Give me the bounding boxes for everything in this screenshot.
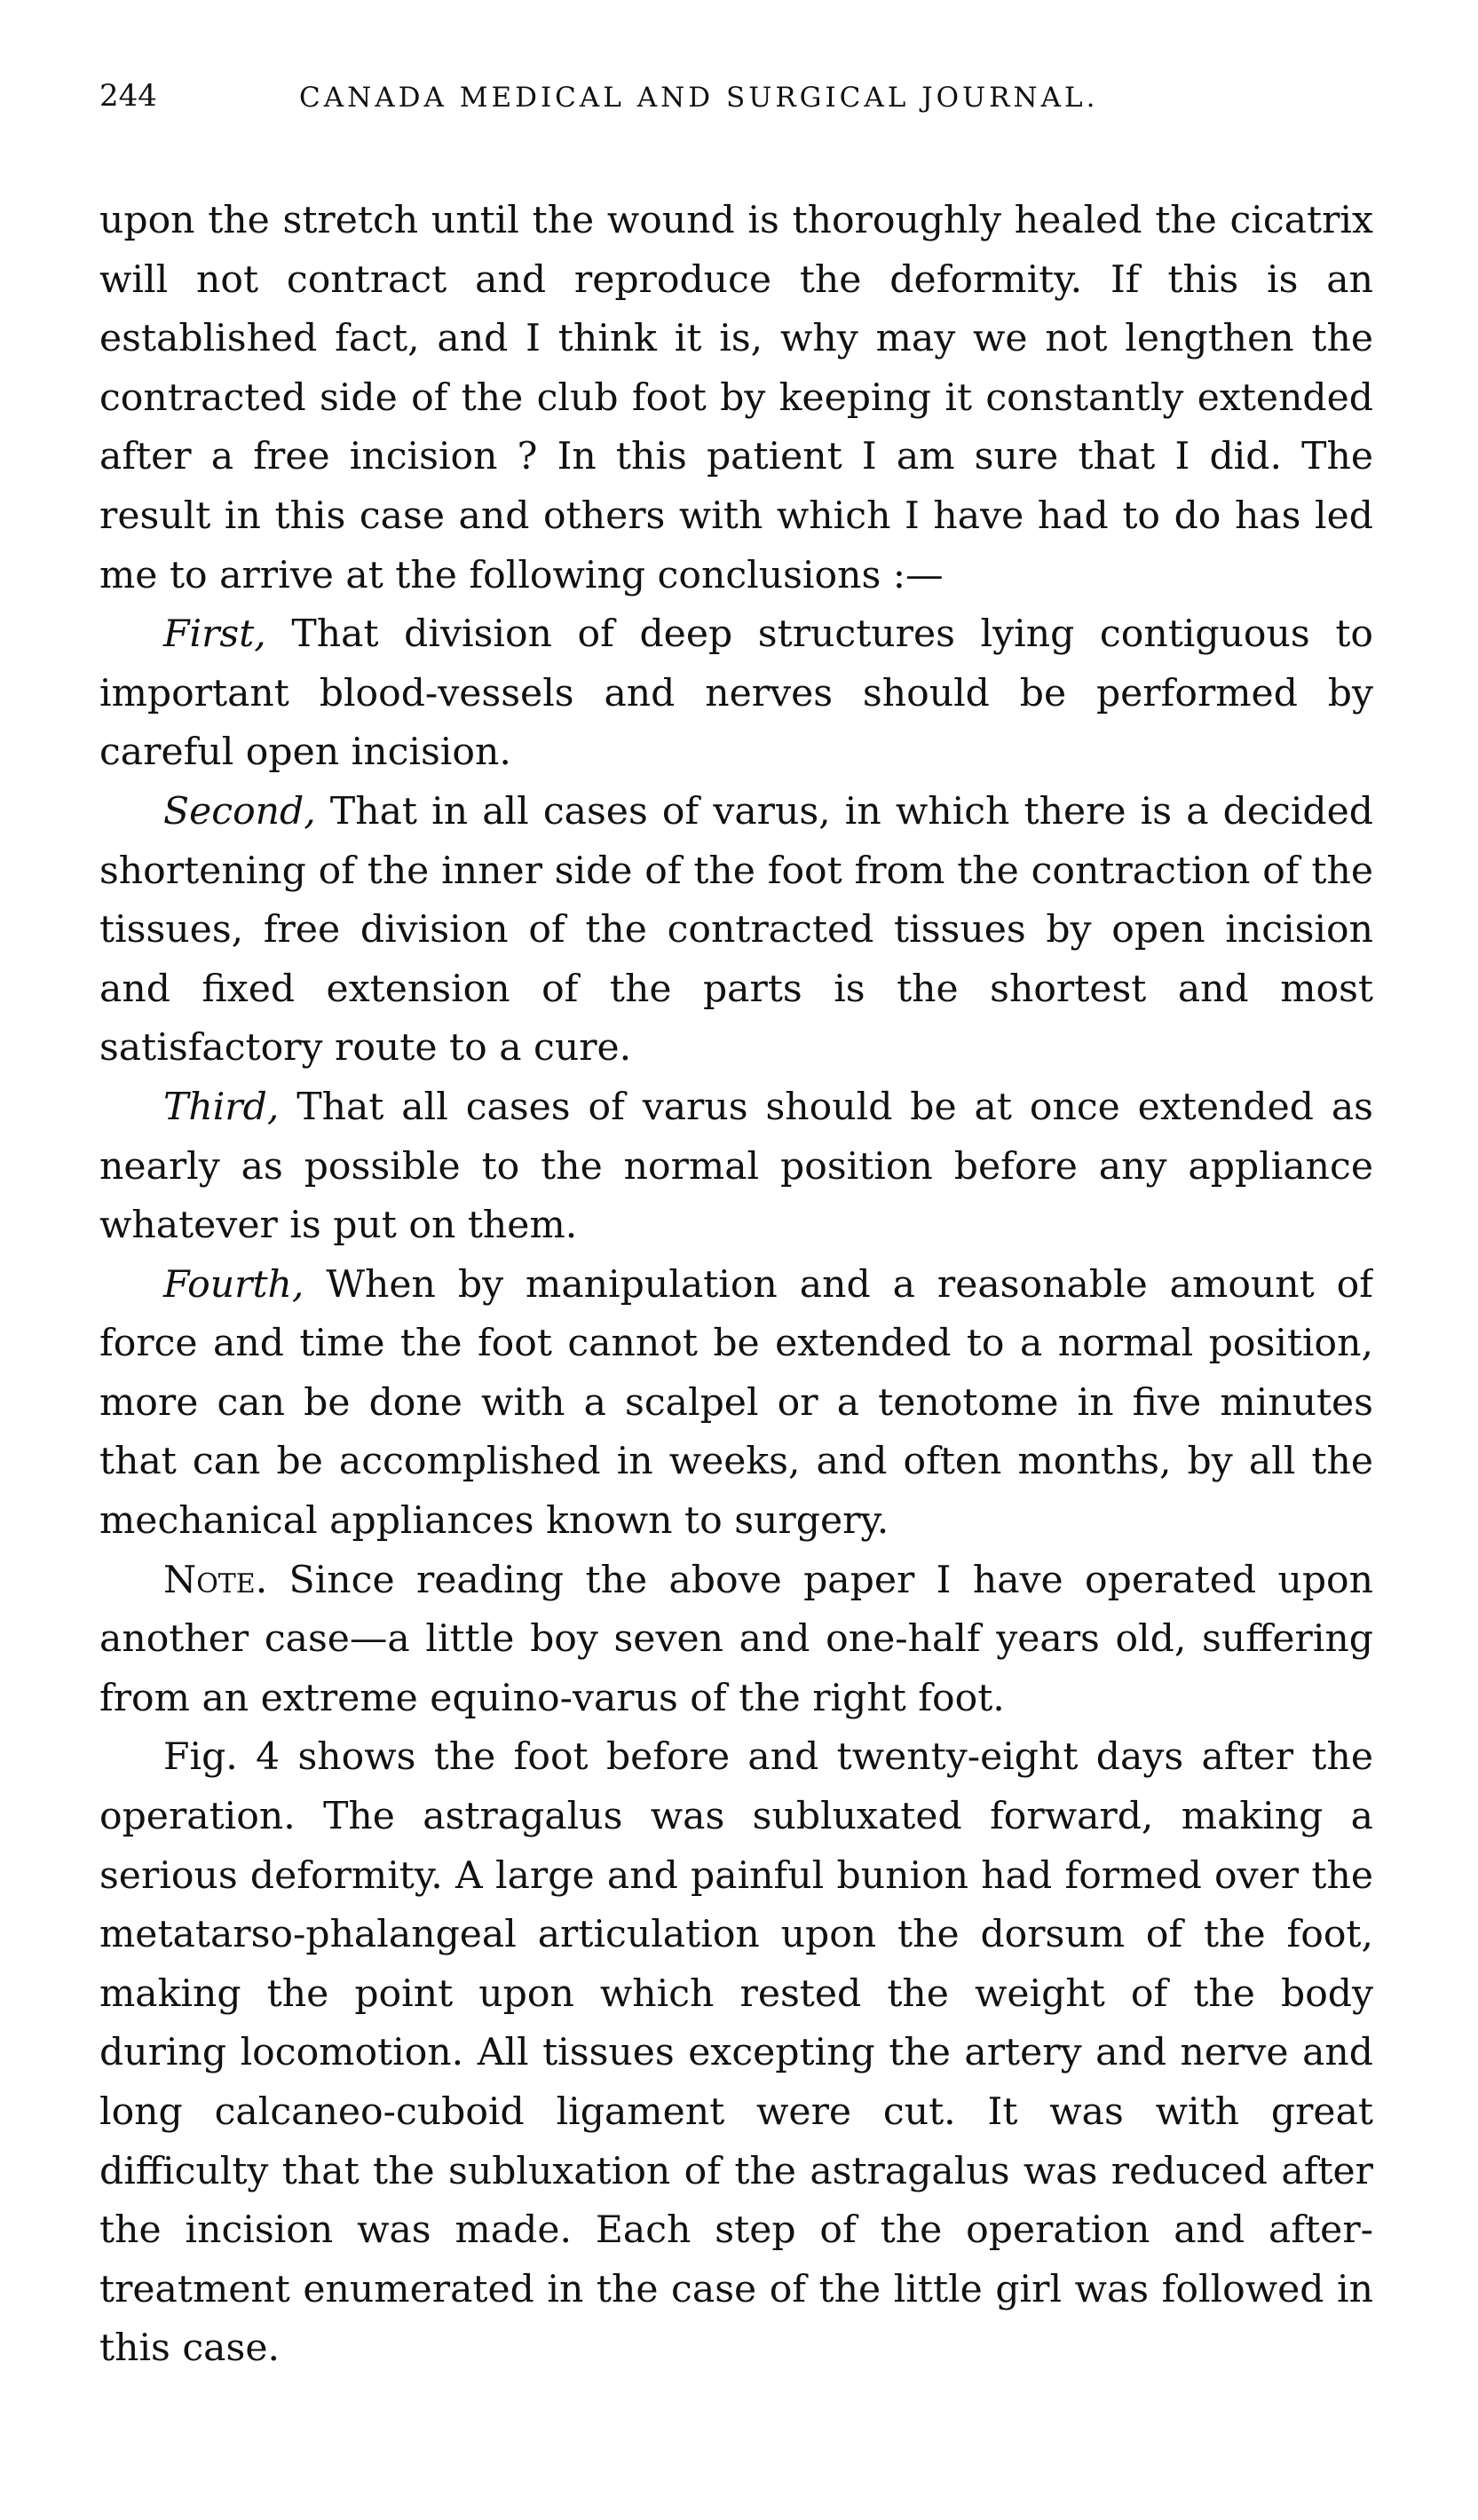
conclusion-third bbox=[99, 1078, 1373, 1256]
conclusion-second bbox=[99, 783, 1373, 1078]
conclusion-label: Fourth, bbox=[163, 1262, 304, 1307]
paragraph-text: That all cases of varus should be at once extended as nearly as possible to the normal position before any appliance whatever is put on them. bbox=[99, 1085, 1373, 1248]
paragraph-text: Since reading the above paper I have operated upon another case—a little boy seven and one-half years old, suffering from an extreme equino-varus of the right foot. bbox=[99, 1558, 1373, 1720]
note-label: Note. bbox=[163, 1558, 268, 1602]
conclusion-first bbox=[99, 605, 1373, 783]
paragraph-text: upon the stretch until the wound is thoroughly healed the cicatrix will not contract and reproduce the deformity. If this is an established fact, and I think it is, why may we not lengthen the contracted side of the club foot by keeping it constantly extended after a free incision ? In this patient I am sure that I did. The result in this case and others with which I have had to do has led me to arrive at the following conclusions :— bbox=[99, 199, 1373, 597]
paragraph-text: Fig. 4 shows the foot before and twenty-eight days after the operation. The astragalus was subluxated forward, making a serious deformity. A large and painful bunion had formed over the metatarso-phalangeal articulation upon the dorsum of the foot, making the point upon which rested the weight of the body during locomotion. All tissues excepting the artery and nerve and long calcaneo-cuboid ligament were cut. It was with great difficulty that the subluxation of the astragalus was reduced after the incision was made. Each step of the operation and after-treatment enumerated in the case of the little girl was followed in this case. bbox=[99, 1735, 1373, 2371]
page-number: 244 bbox=[99, 78, 157, 114]
article-body bbox=[99, 192, 1373, 2379]
journal-page bbox=[99, 78, 1373, 2475]
figure-description-paragraph bbox=[99, 1728, 1373, 2379]
running-head bbox=[99, 78, 1373, 140]
conclusion-fourth bbox=[99, 1256, 1373, 1552]
conclusion-label: Third, bbox=[163, 1085, 280, 1129]
paragraph-text: That in all cases of varus, in which there is a decided shortening of the inner side of the foot from the contraction of the tissues, free division of the contracted tissues by open incision and fixed extension of the parts is the shortest and most satisfactory route to a cure. bbox=[99, 789, 1373, 1070]
paragraph-text: That division of deep structures lying contiguous to important blood-vessels and nerves should be performed by careful open incision. bbox=[99, 612, 1373, 775]
note-paragraph bbox=[99, 1552, 1373, 1729]
conclusion-label: Second, bbox=[163, 789, 316, 833]
journal-title: CANADA MEDICAL AND SURGICAL JOURNAL. bbox=[299, 82, 1099, 114]
paragraph-continuation bbox=[99, 192, 1373, 605]
paragraph-text: When by manipulation and a reasonable amount of force and time the foot cannot be extended to a normal position, more can be done with a scalpel or a tenotome in five minutes that can be accomplished in weeks, and often months, by all the mechanical appliances known to surgery. bbox=[99, 1262, 1373, 1544]
conclusion-label: First, bbox=[163, 612, 266, 657]
